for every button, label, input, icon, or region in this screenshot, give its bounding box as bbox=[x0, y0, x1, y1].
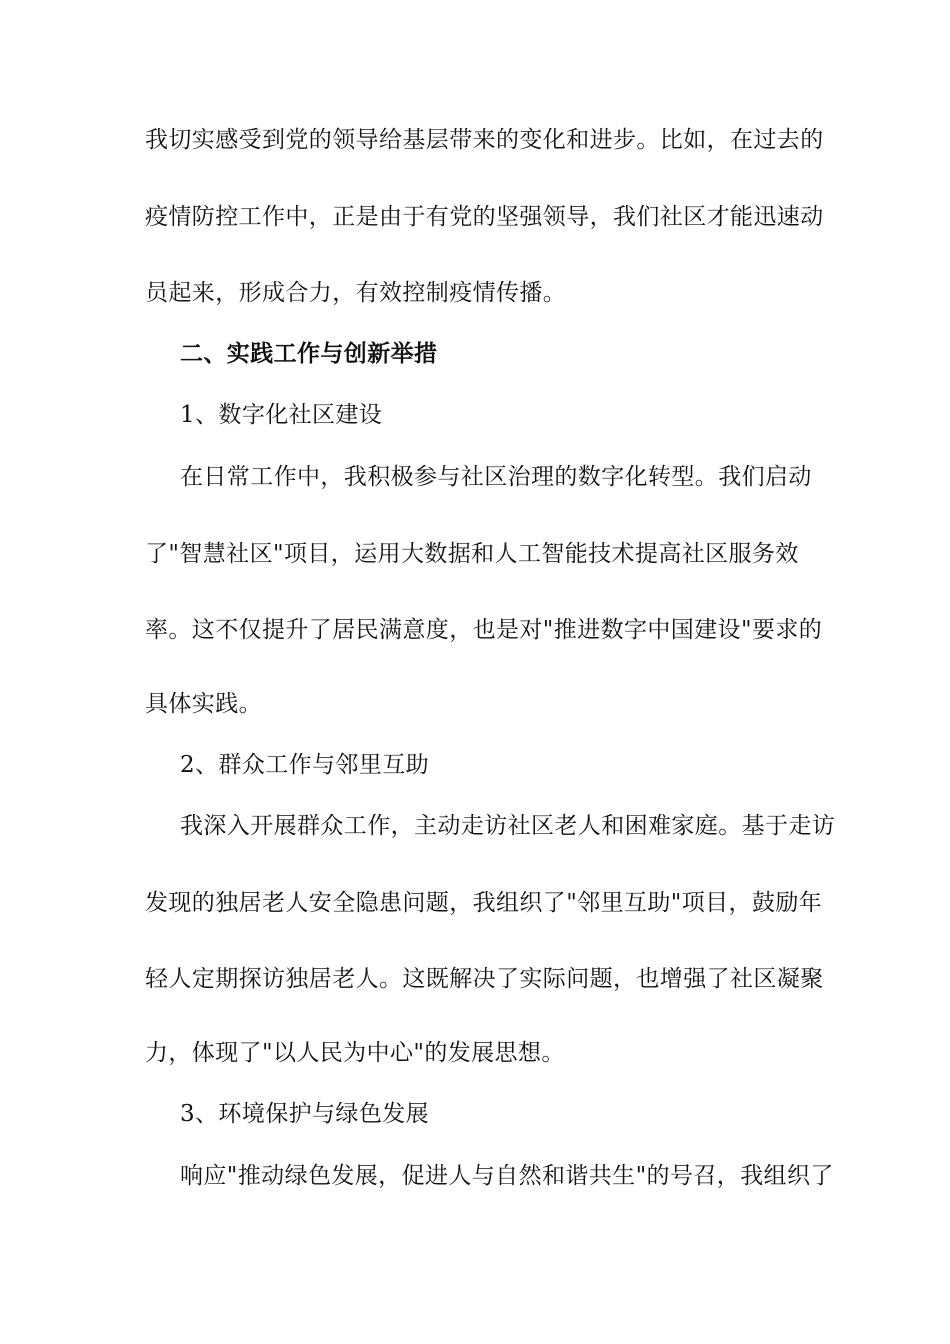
paragraph-line: 我深入开展群众工作，主动走访社区老人和困难家庭。基于走访 bbox=[180, 813, 836, 839]
paragraph-line: 疫情防控工作中，正是由于有党的坚强领导，我们社区才能迅速动 bbox=[145, 204, 824, 230]
paragraph-line: 我切实感受到党的领导给基层带来的变化和进步。比如，在过去的 bbox=[145, 127, 824, 153]
paragraph-line: 具体实践。 bbox=[145, 691, 262, 717]
paragraph-line: 力，体现了"以人民为中心"的发展思想。 bbox=[145, 1040, 565, 1066]
paragraph-line: 响应"推动绿色发展，促进人与自然和谐共生"的号召，我组织了 bbox=[180, 1163, 834, 1189]
subsection-title: 2、群众工作与邻里互助 bbox=[180, 752, 430, 778]
paragraph-line: 了"智慧社区"项目，运用大数据和人工智能技术提高社区服务效 bbox=[145, 541, 799, 567]
paragraph-line: 轻人定期探访独居老人。这既解决了实际问题，也增强了社区凝聚 bbox=[145, 966, 824, 992]
subsection-title: 1、数字化社区建设 bbox=[180, 402, 383, 428]
paragraph-line: 率。这不仅提升了居民满意度，也是对"推进数字中国建设"要求的 bbox=[145, 617, 823, 643]
subsection-title: 3、环境保护与绿色发展 bbox=[180, 1101, 430, 1127]
paragraph-line: 在日常工作中，我积极参与社区治理的数字化转型。我们启动 bbox=[180, 464, 812, 490]
paragraph-line: 发现的独居老人安全隐患问题，我组织了"邻里互助"项目，鼓励年 bbox=[145, 890, 823, 916]
section-heading: 二、实践工作与创新举措 bbox=[180, 340, 438, 367]
paragraph-line: 员起来，形成合力，有效控制疫情传播。 bbox=[145, 280, 567, 306]
